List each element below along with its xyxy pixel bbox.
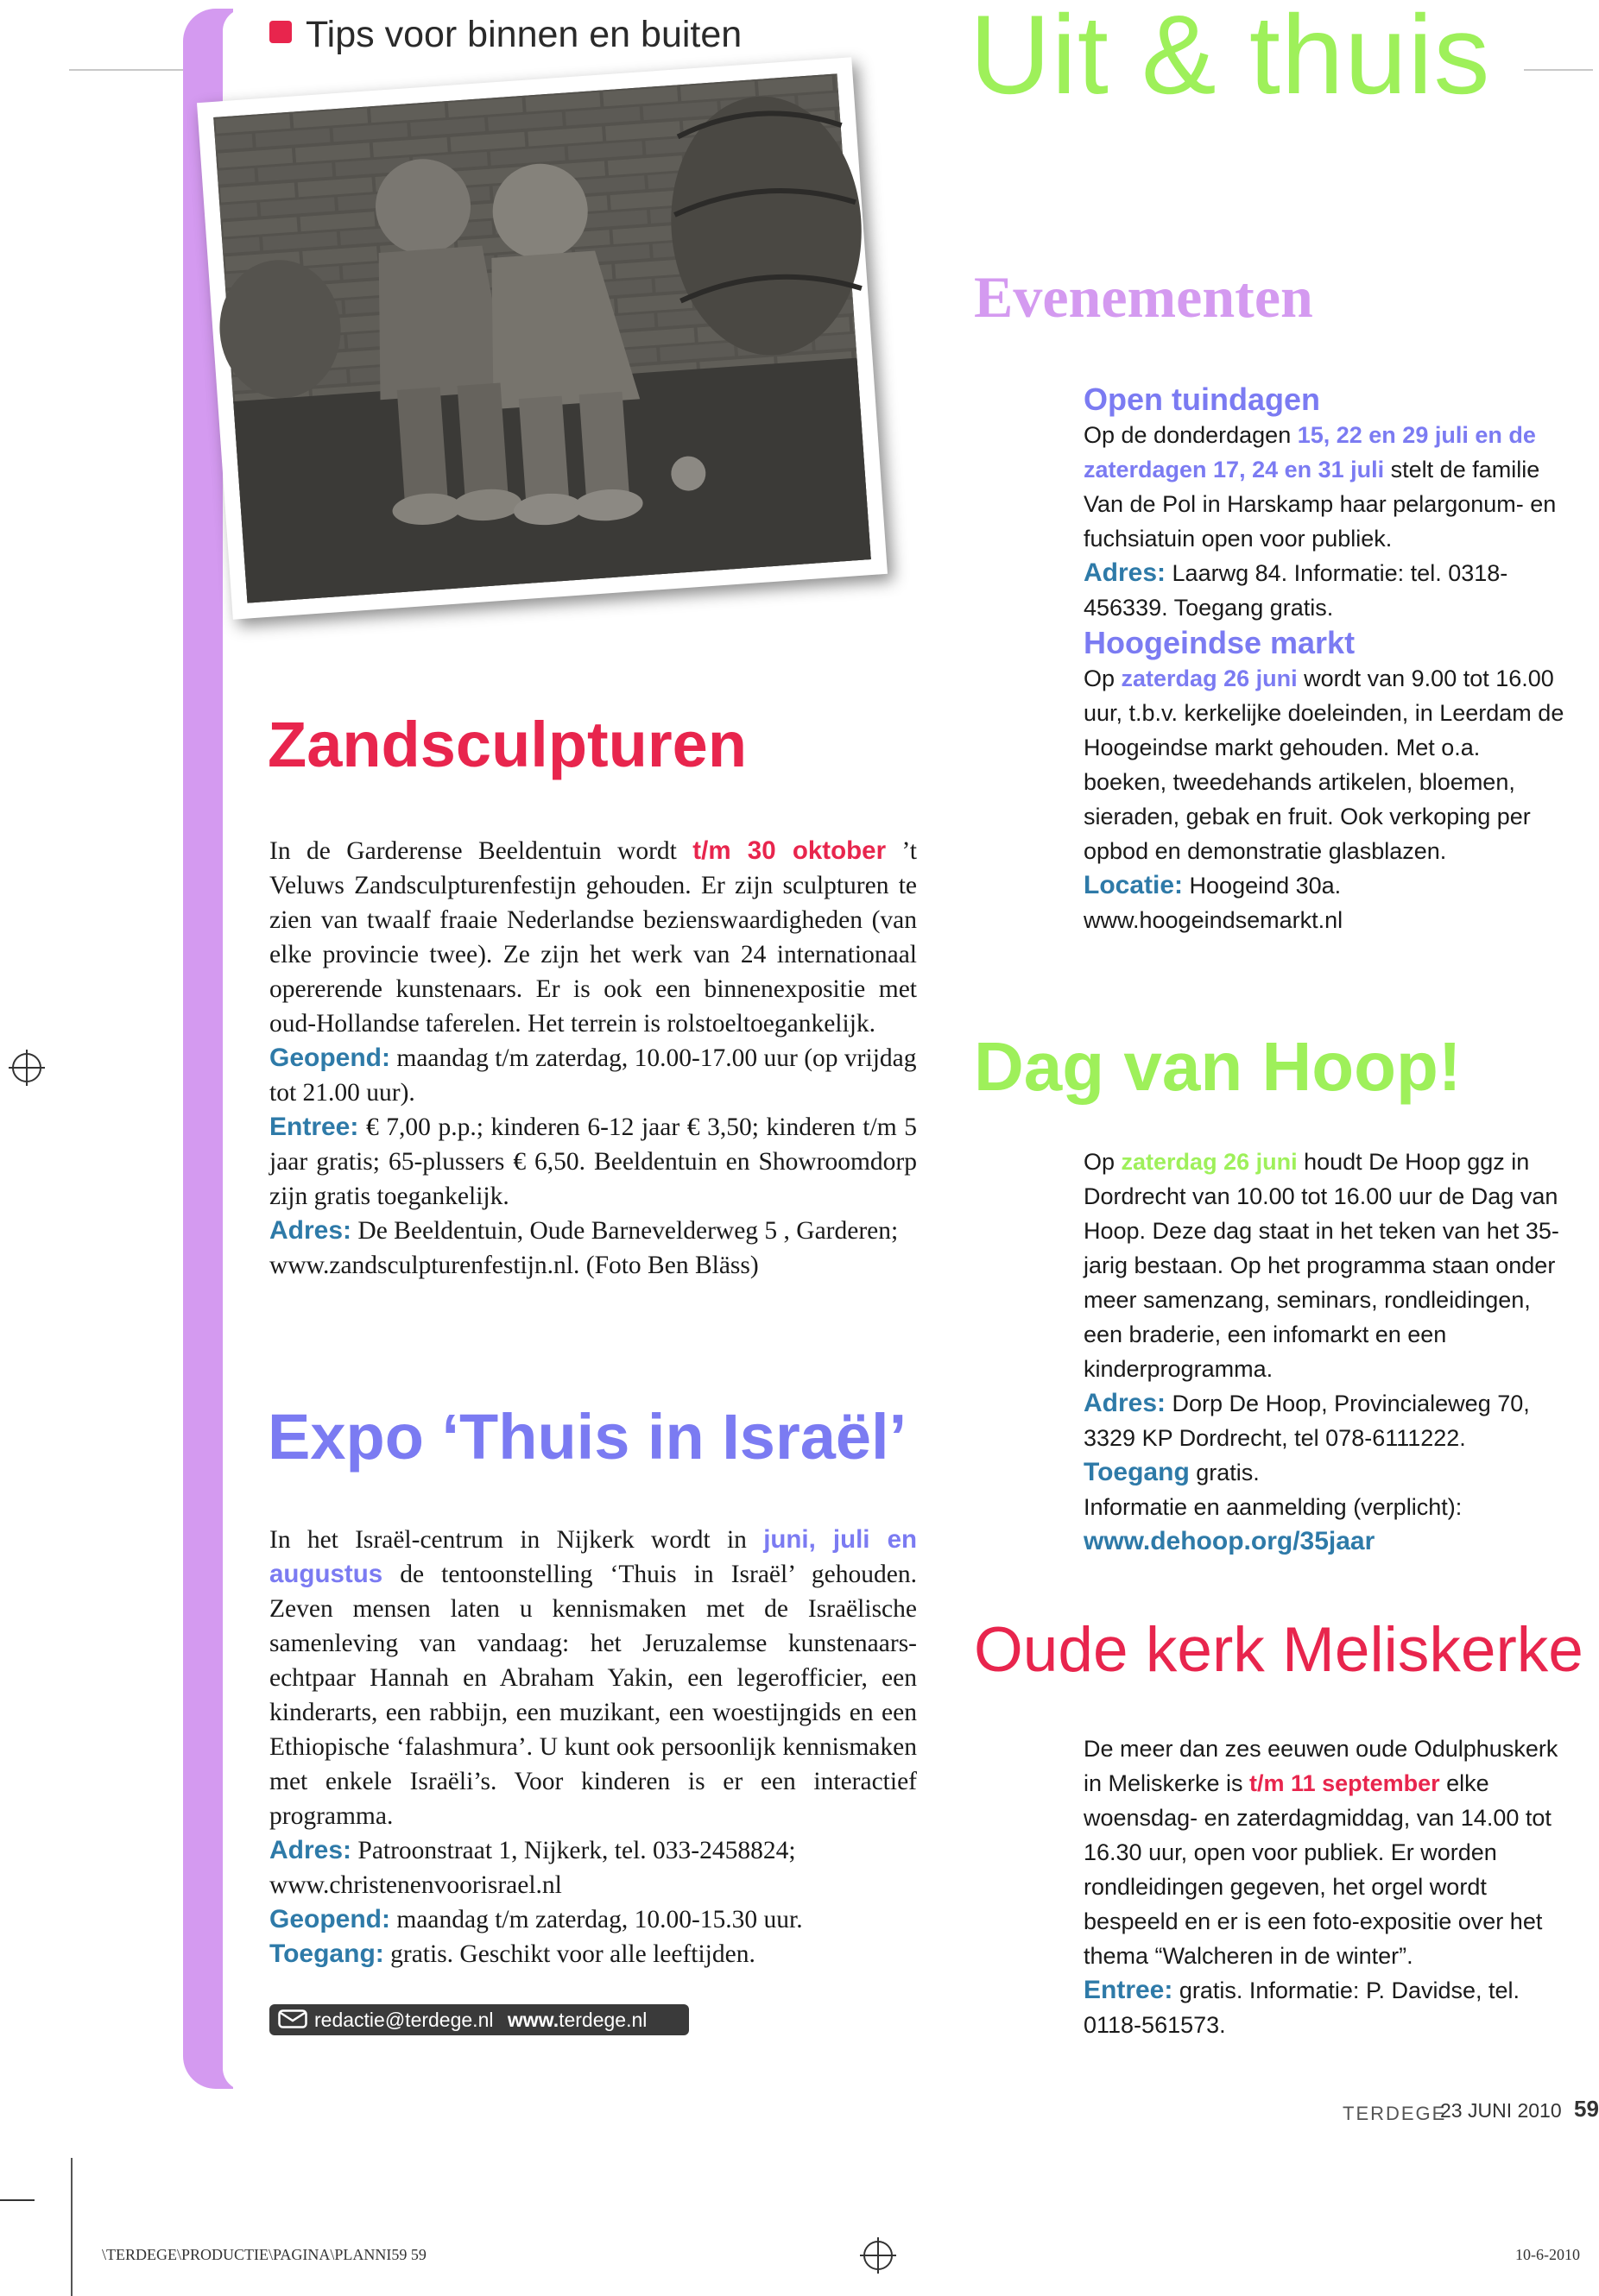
oude-kerk-title: Oude kerk Meliskerke: [974, 1615, 1583, 1685]
dag-van-hoop-info: Informatie en aanmelding (verplicht):: [1084, 1494, 1463, 1520]
zand-article: [269, 834, 917, 1283]
open-tuindagen-text: Op de donderdagen 15, 22 en 29 juli en de zaterdagen 17, 24 en 31 juli stelt de familie Van de Pol in Harskamp haar pelargonum- en fuchsiatuin open voor publiek.: [1084, 422, 1557, 552]
dag-van-hoop-adres: Adres: Dorp De Hoop, Provincialeweg 70, 3329 KP Dordrecht, tel 078-6111222.: [1084, 1389, 1530, 1451]
page-number: 59: [1574, 2096, 1599, 2122]
contact-email-link[interactable]: redactie@terdege.nl: [314, 2009, 494, 2031]
photo-frame: [197, 57, 888, 620]
open-tuindagen-adres: Adres: Laarwg 84. Informatie: tel. 0318-456339. Toegang gratis.: [1084, 558, 1508, 621]
footer-rule: [0, 2199, 35, 2201]
sand-sculpture-icon: [213, 73, 871, 602]
dag-van-hoop-article: [1084, 1145, 1567, 1559]
registration-mark-icon: [863, 2241, 893, 2270]
contact-web-link[interactable]: www.terdege.nl: [507, 2009, 648, 2031]
zand-geopend: Geopend: maandag t/m zaterdag, 10.00-17.00 uur (op vrijdag tot 21.00 uur).: [269, 1044, 917, 1107]
bullet-square-icon: [269, 21, 292, 43]
evenementen-articles: [1084, 382, 1567, 937]
hoogeindse-markt-title: Hoogeindse markt: [1084, 625, 1356, 660]
section-tag: Tips voor binnen en buiten: [269, 14, 742, 56]
zand-title: Zandsculpturen: [268, 709, 748, 780]
dag-van-hoop-title: Dag van Hoop!: [974, 1028, 1462, 1105]
hoogeindse-markt-locatie: Locatie: Hoogeind 30a. www.hoogeindsemarkt.nl: [1084, 871, 1343, 933]
sand-sculpture-photo: [213, 73, 871, 602]
zand-entree: Entree: € 7,00 p.p.; kinderen 6-12 jaar € 3,50; kinderen t/m 5 jaar gratis; 65-plussers € 6,50. Beeldentuin en Showroomdorp zijn gratis toegankelijk.: [269, 1113, 917, 1210]
footer-magazine: TERDEGE: [1343, 2103, 1447, 2124]
open-tuindagen-title: Open tuindagen: [1084, 382, 1320, 417]
expo-geopend: Geopend: maandag t/m zaterdag, 10.00-15.30 uur.: [269, 1905, 803, 1933]
expo-article: [269, 1523, 917, 1971]
dag-van-hoop-url-link[interactable]: www.dehoop.org/35jaar: [1084, 1527, 1375, 1555]
registration-mark-icon: [12, 1053, 41, 1082]
zand-adres: Adres: De Beeldentuin, Oude Barnevelderweg 5 , Garderen; www.zandsculpturenfestijn.nl. (Foto Ben Bläss): [269, 1216, 899, 1279]
crop-mark-vertical: [71, 2158, 73, 2296]
evenementen-title: Evenementen: [974, 264, 1313, 330]
dag-van-hoop-text: Op zaterdag 26 juni houdt De Hoop ggz in Dordrecht van 10.00 tot 16.00 uur de Dag van Hoop. Deze dag staat in het teken van het 35-jarig bestaan. Op het programma staan onder meer samenzang, seminars, rondleidingen, een braderie, een infomarkt en een kinderprogramma.: [1084, 1149, 1559, 1382]
dag-van-hoop-toegang: Toegang gratis.: [1084, 1458, 1260, 1486]
page-title: Uit & thuis: [970, 0, 1491, 117]
expo-title: Expo ‘Thuis in Israël’: [268, 1401, 907, 1473]
print-slug-path: \TERDEGE\PRODUCTIE\PAGINA\PLANNI59 59: [102, 2246, 427, 2263]
zand-intro: In de Garderense Beeldentuin wordt t/m 30 oktober ’t Veluws Zandsculpturenfestijn gehouden. Er zijn sculpturen te zien van twaalf fraaie Nederlandse bezienswaardigheden (van elke provincie twee). Ze zijn het werk van 24 internationaal opererende kunstenaars. Er is ook een binnenexpositie met oud-Hollandse taferelen. Het terrein is rolstoeltoegankelijk.: [269, 836, 917, 1038]
mail-icon: [278, 2006, 307, 2037]
footer-date: 23 JUNI 2010: [1440, 2099, 1562, 2122]
expo-intro: In het Israël-centrum in Nijkerk wordt in juni, juli en augustus de tentoonstelling ‘Thuis in Israël’ gehouden. Zeven mensen laten u kennismaken met de Israëlische samenleving van vandaag: het Jeruzalemse kunstenaars-echtpaar Hannah en Abraham Yakin, een legerofficier, een kinderarts, een rabbijn, een muzikant, een woestijngids en een Ethiopische ‘falashmura’. U kunt ook persoonlijk kennismaken met enkele Israëli’s. Voor kinderen is er een interactief programma.: [269, 1525, 917, 1830]
expo-toegang: Toegang: gratis. Geschikt voor alle leeftijden.: [269, 1940, 755, 1968]
oude-kerk-text: De meer dan zes eeuwen oude Odulphuskerk in Meliskerke is t/m 11 september elke woensdag- en zaterdagmiddag, van 14.00 tot 16.30 uur, open voor publiek. Er worden rondleidingen gegeven, het orgel wordt bespeeld en er is een foto-expositie over het thema “Walcheren in de winter”.: [1084, 1736, 1558, 1969]
print-slug-date: 10-6-2010: [1515, 2246, 1580, 2263]
header-rule-left: [69, 69, 199, 71]
oude-kerk-article: [1084, 1731, 1567, 2042]
expo-adres: Adres: Patroonstraat 1, Nijkerk, tel. 033-2458824; www.christenenvoorisrael.nl: [269, 1836, 796, 1899]
contact-bar: [269, 2004, 689, 2035]
oude-kerk-entree: Entree: gratis. Informatie: P. Davidse, tel. 0118-561573.: [1084, 1976, 1520, 2038]
header-rule-right: [1524, 69, 1593, 71]
hoogeindse-markt-text: Op zaterdag 26 juni wordt van 9.00 tot 16.00 uur, t.b.v. kerkelijke doeleinden, in Leerdam de Hoogeindse markt gehouden. Met o.a. boeken, tweedehands artikelen, bloemen, sieraden, gebak en fruit. Ook verkoping per opbod en demonstratie glasblazen.: [1084, 665, 1564, 864]
